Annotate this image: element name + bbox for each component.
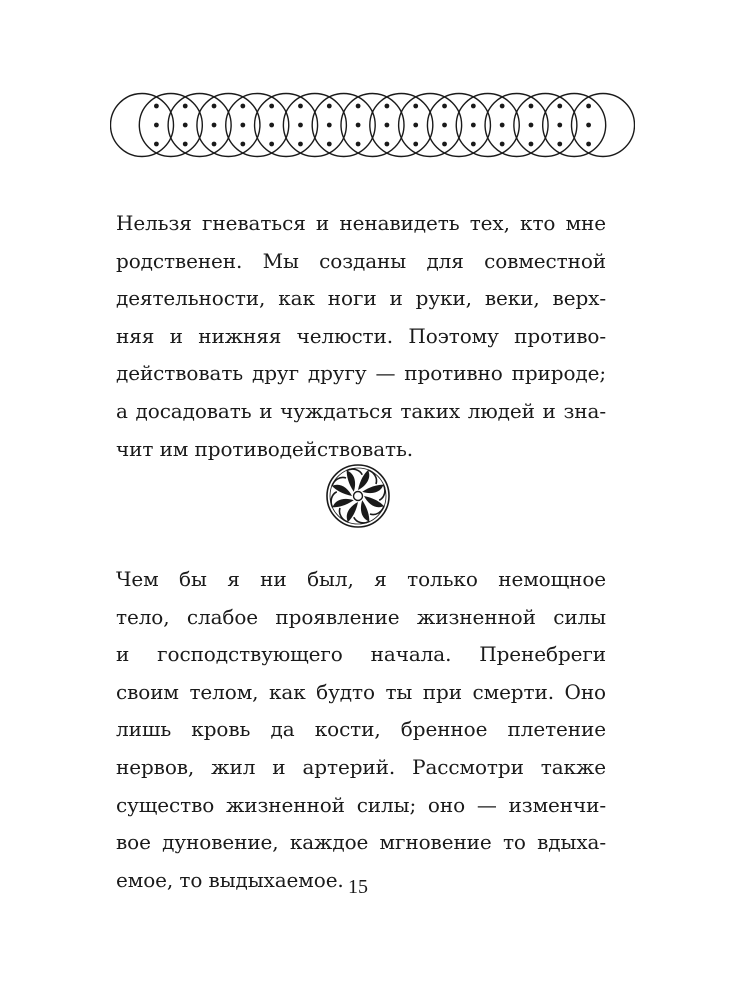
paragraph-1 — [116, 205, 606, 468]
text-line: лишь кровь да кости, бренное плетение — [116, 717, 606, 742]
text-line: существо жизненной силы; оно — изменчи- — [116, 792, 606, 817]
interlaced-rings-icon — [110, 92, 635, 158]
text-line: Нельзя гневаться и ненавидеть тех, кто мне — [116, 211, 606, 235]
text-line: няя и нижняя челюсти. Поэтому противо- — [116, 323, 606, 348]
swirl-rosette-icon — [323, 461, 393, 531]
text-line: родственен. Мы созданы для совместной — [116, 248, 606, 273]
text-line: а досадовать и чуждаться таких людей и зна- — [116, 398, 606, 423]
text-line: деятельности, как ноги и руки, веки, верх- — [116, 286, 606, 311]
text-line: и господствующего начала. Пренебреги — [116, 642, 606, 667]
text-line: тело, слабое проявление жизненной силы — [116, 604, 606, 629]
text-line: чит им противодействовать. — [116, 436, 414, 461]
paragraph-2 — [116, 561, 606, 899]
text-line: емое, то выдыхаемое. — [116, 867, 344, 892]
text-line: своим телом, как будто ты при смерти. Оно — [116, 679, 606, 704]
page-number: 15 — [348, 876, 368, 898]
text-line: нервов, жил и артерий. Рассмотри также — [116, 754, 606, 779]
text-line: действовать друг другу — противно природе; — [116, 361, 606, 386]
text-line: Чем бы я ни был, я только немощное — [116, 567, 606, 591]
text-line: вое дуновение, каждое мгновение то вдыха- — [116, 830, 606, 855]
